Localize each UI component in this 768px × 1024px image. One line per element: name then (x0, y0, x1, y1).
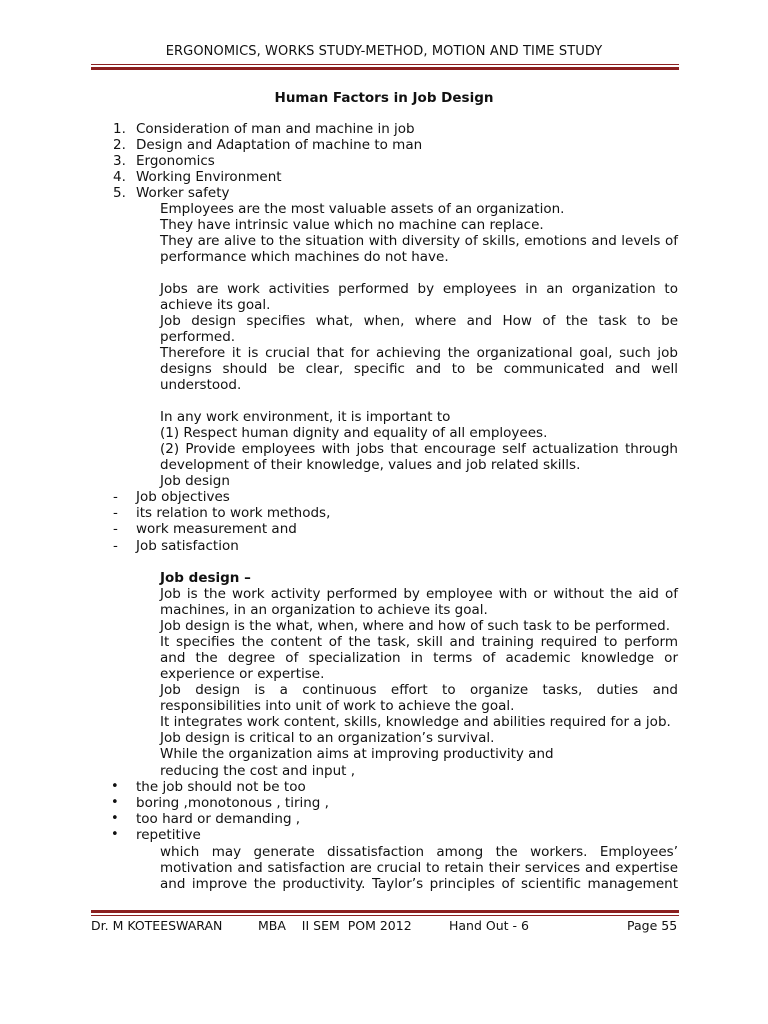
footer-rule-thin (91, 915, 679, 916)
footer-author: Dr. M KOTEESWARAN (91, 918, 223, 933)
text-line: which may generate dissatisfaction among the workers. Employees’ (160, 844, 678, 860)
footer-rule-thick (91, 910, 679, 913)
list-number: 1. (113, 121, 126, 137)
text-line: performed. (160, 329, 236, 345)
list-item: Consideration of man and machine in job (136, 121, 415, 137)
dash-mark: - (113, 489, 118, 505)
text-line: Job design (160, 473, 230, 489)
text-line: Job design is a continuous effort to organize tasks, duties and (160, 682, 678, 698)
bullet-mark: • (111, 795, 119, 810)
list-item: too hard or demanding , (136, 811, 301, 827)
list-number: 2. (113, 137, 126, 153)
header-rule-thin (91, 64, 679, 65)
text-line: While the organization aims at improving productivity and (160, 746, 554, 762)
list-item: its relation to work methods, (136, 505, 331, 521)
header-rule-thick (91, 67, 679, 70)
page-number: Page 55 (627, 918, 678, 933)
text-line: performance which machines do not have. (160, 249, 449, 265)
dash-mark: - (113, 505, 118, 521)
list-item: Ergonomics (136, 153, 215, 169)
list-item: Design and Adaptation of machine to man (136, 137, 423, 153)
text-line: Job design specifies what, when, where and How of the task to be (160, 313, 678, 329)
footer-handout: Hand Out - 6 (449, 918, 529, 933)
text-line: Jobs are work activities performed by employees in an organization to (160, 281, 678, 297)
bullet-mark: • (111, 779, 119, 794)
section-heading: Job design – (160, 570, 251, 586)
bullet-mark: • (111, 811, 119, 826)
text-line: achieve its goal. (160, 297, 271, 313)
text-line: designs should be clear, specific and to be communicated and well (160, 361, 678, 377)
text-line: Employees are the most valuable assets of an organization. (160, 201, 565, 217)
list-item: Job satisfaction (136, 538, 239, 554)
dash-mark: - (113, 521, 118, 537)
text-line: responsibilities into unit of work to achieve the goal. (160, 698, 515, 714)
running-header: ERGONOMICS, WORKS STUDY-METHOD, MOTION AND TIME STUDY (165, 44, 603, 59)
text-line: machines, in an organization to achieve its goal. (160, 602, 488, 618)
text-line: development of their knowledge, values and job related skills. (160, 457, 581, 473)
dash-mark: - (113, 538, 118, 554)
text-line: reducing the cost and input , (160, 763, 356, 779)
text-line: In any work environment, it is important to (160, 409, 451, 425)
bullet-mark: • (111, 827, 119, 842)
text-line: They are alive to the situation with diversity of skills, emotions and levels of (160, 233, 678, 249)
list-item: boring ,monotonous , tiring , (136, 795, 329, 811)
list-item: work measurement and (136, 521, 297, 537)
list-item: the job should not be too (136, 779, 306, 795)
text-line: and the degree of specialization in terms of academic knowledge or (160, 650, 678, 666)
list-number: 5. (113, 185, 126, 201)
text-line: Job is the work activity performed by employee with or without the aid of (160, 586, 678, 602)
text-line: motivation and satisfaction are crucial to retain their services and expertise (160, 860, 678, 876)
text-line: It integrates work content, skills, knowledge and abilities required for a job. (160, 714, 671, 730)
list-item: Working Environment (136, 169, 282, 185)
document-title: Human Factors in Job Design (274, 90, 494, 106)
list-item: Worker safety (136, 185, 230, 201)
text-line: Job design is the what, when, where and how of such task to be performed. (160, 618, 671, 634)
list-item: Job objectives (136, 489, 230, 505)
footer-course: MBA II SEM POM 2012 (258, 918, 412, 933)
text-line: understood. (160, 377, 242, 393)
text-line: Job design is critical to an organization’s survival. (160, 730, 495, 746)
text-line: They have intrinsic value which no machine can replace. (160, 217, 544, 233)
list-number: 4. (113, 169, 126, 185)
text-line: Therefore it is crucial that for achieving the organizational goal, such job (160, 345, 678, 361)
list-number: 3. (113, 153, 126, 169)
text-line: and improve the productivity. Taylor’s principles of scientific management (160, 876, 678, 892)
text-line: (1) Respect human dignity and equality of all employees. (160, 425, 548, 441)
text-line: experience or expertise. (160, 666, 325, 682)
text-line: (2) Provide employees with jobs that encourage self actualization through (160, 441, 678, 457)
list-item: repetitive (136, 827, 201, 843)
text-line: It specifies the content of the task, skill and training required to perform (160, 634, 678, 650)
